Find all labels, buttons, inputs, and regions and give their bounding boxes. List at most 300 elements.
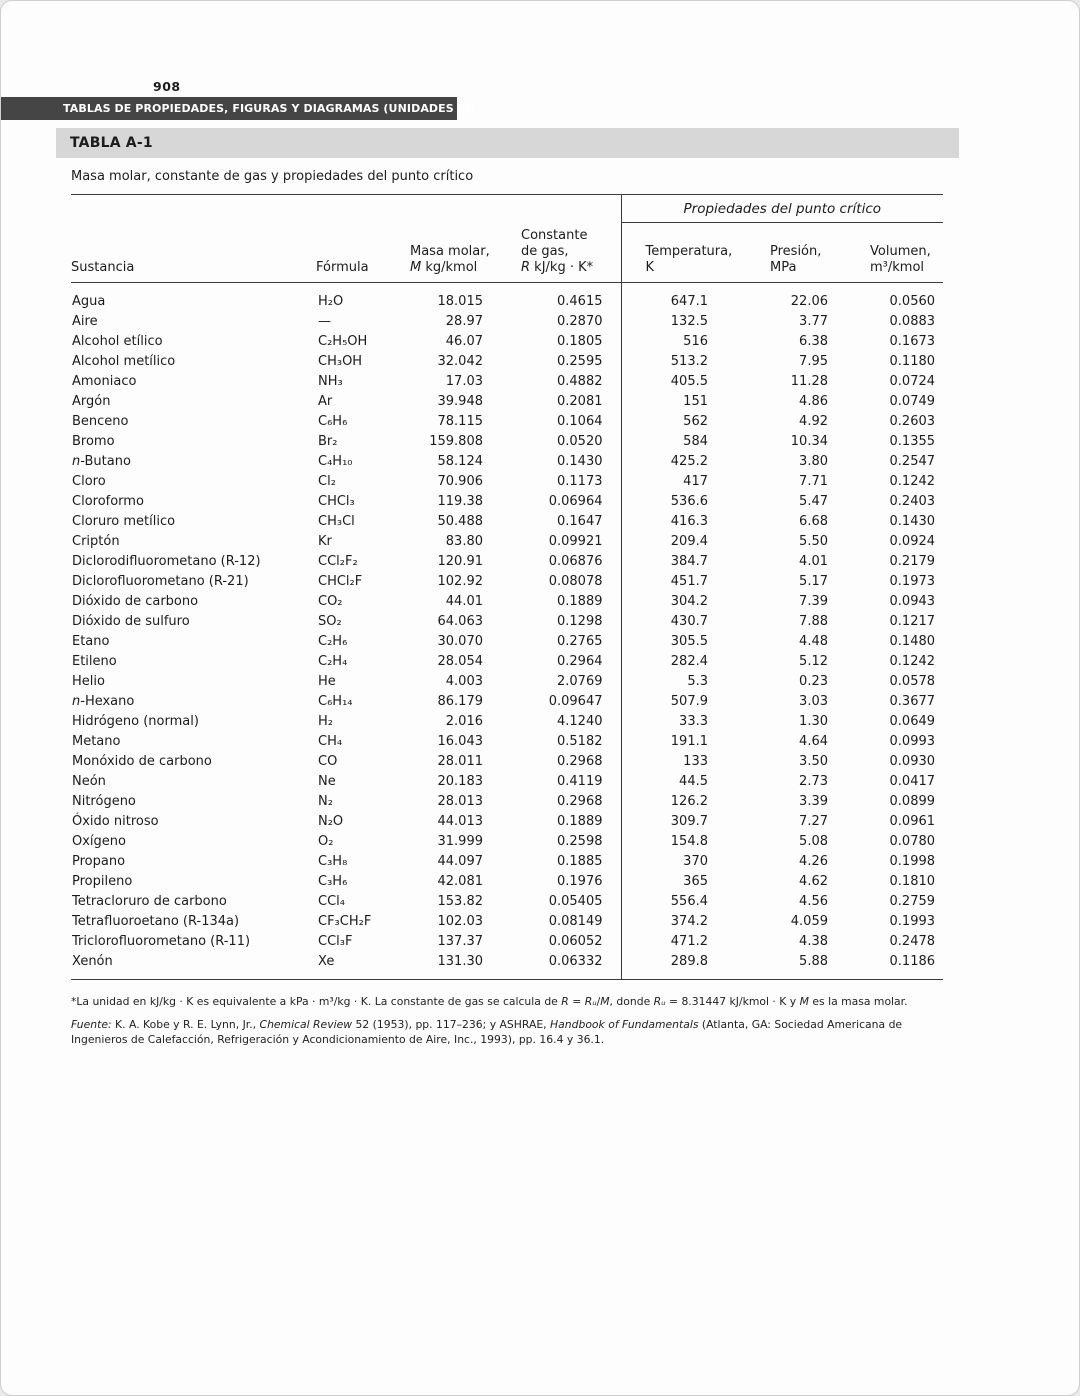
table-row bbox=[71, 852, 943, 872]
cell-temperatura: 451.7 bbox=[621, 572, 736, 592]
cell-masa-molar: 28.97 bbox=[445, 313, 483, 329]
cell-formula: O₂ bbox=[318, 833, 334, 849]
group-header-row bbox=[71, 195, 943, 223]
table-row bbox=[71, 552, 943, 572]
cell-masa-molar: 20.183 bbox=[437, 773, 483, 789]
cell-masa-molar: 119.38 bbox=[437, 493, 483, 509]
cell-constante-gas: 0.06332 bbox=[548, 953, 603, 969]
table-title-bar bbox=[56, 128, 959, 158]
footnote-italic-segment: Rᵤ bbox=[584, 994, 597, 1008]
table-row bbox=[71, 632, 943, 652]
table-row bbox=[71, 372, 943, 392]
cell-sustancia: Tetracloruro de carbono bbox=[72, 893, 227, 909]
cell-formula: CO₂ bbox=[318, 593, 343, 609]
col-header-constante-gas: Constante de gas, R kJ/kg · K* bbox=[501, 223, 621, 283]
cell-sustancia: Alcohol etílico bbox=[72, 333, 163, 349]
cell-volumen: 0.1673 bbox=[889, 333, 936, 349]
cell-volumen: 0.2478 bbox=[889, 933, 936, 949]
footnote-text-segment: / bbox=[596, 994, 601, 1008]
section-header-bar bbox=[1, 97, 476, 120]
cell-constante-gas: 0.1889 bbox=[557, 593, 603, 609]
cell-presion: 5.50 bbox=[799, 533, 828, 549]
cell-masa-molar: 16.043 bbox=[437, 733, 483, 749]
table-row bbox=[71, 592, 943, 612]
cell-constante-gas: 0.1173 bbox=[557, 473, 603, 489]
cell-sustancia: Nitrógeno bbox=[72, 793, 136, 809]
table-row bbox=[71, 572, 943, 592]
cell-formula: Cl₂ bbox=[318, 473, 336, 489]
cell-sustancia: Xenón bbox=[72, 953, 113, 969]
cell-constante-gas: 0.1805 bbox=[557, 333, 603, 349]
table-row bbox=[71, 412, 943, 432]
cell-masa-molar: 44.01 bbox=[445, 593, 483, 609]
col-header-volumen: Volumen, m³/kmol bbox=[856, 223, 943, 283]
cell-presion: 3.80 bbox=[799, 453, 828, 469]
col-header-presion: Presión, MPa bbox=[736, 223, 856, 283]
cell-volumen: 0.2179 bbox=[889, 553, 936, 569]
cell-volumen: 0.1186 bbox=[889, 953, 936, 969]
cell-sustancia: Óxido nitroso bbox=[72, 813, 159, 829]
cell-constante-gas: 0.2968 bbox=[557, 793, 603, 809]
cell-masa-molar: 102.92 bbox=[437, 573, 483, 589]
cell-masa-molar: 44.013 bbox=[437, 813, 483, 829]
cell-volumen: 0.0780 bbox=[889, 833, 936, 849]
cell-constante-gas: 0.2081 bbox=[557, 393, 603, 409]
cell-sustancia: Dióxido de sulfuro bbox=[72, 613, 190, 629]
cell-formula: C₃H₈ bbox=[318, 853, 348, 869]
cell-presion: 4.92 bbox=[799, 413, 828, 429]
footnote-source bbox=[71, 1018, 943, 1047]
table-row bbox=[71, 432, 943, 452]
table-row bbox=[71, 732, 943, 752]
cell-volumen: 0.0649 bbox=[889, 713, 936, 729]
cell-constante-gas: 0.2595 bbox=[557, 353, 603, 369]
cell-formula: CF₃CH₂F bbox=[318, 913, 372, 929]
cell-formula: C₃H₆ bbox=[318, 873, 348, 889]
cell-formula: CCl₂F₂ bbox=[318, 553, 358, 569]
footnote-italic-segment: M bbox=[600, 994, 610, 1008]
cell-volumen: 0.2759 bbox=[889, 893, 936, 909]
cell-masa-molar: 64.063 bbox=[437, 613, 483, 629]
cell-volumen: 0.0749 bbox=[889, 393, 936, 409]
cell-temperatura: 365 bbox=[621, 872, 736, 892]
critical-point-group-header bbox=[621, 195, 943, 223]
cell-constante-gas: 0.09647 bbox=[548, 693, 603, 709]
cell-sustancia: Etano bbox=[72, 633, 110, 649]
cell-volumen: 0.0924 bbox=[889, 533, 936, 549]
cell-temperatura: 282.4 bbox=[621, 652, 736, 672]
cell-volumen: 0.0961 bbox=[889, 813, 936, 829]
cell-sustancia: Cloro bbox=[72, 473, 106, 489]
cell-temperatura: 471.2 bbox=[621, 932, 736, 952]
cell-volumen: 0.0993 bbox=[889, 733, 936, 749]
cell-volumen: 0.0930 bbox=[889, 753, 936, 769]
table-row bbox=[71, 332, 943, 352]
cell-sustancia: Cloruro metílico bbox=[72, 513, 176, 529]
cell-constante-gas: 0.1064 bbox=[557, 413, 603, 429]
footnote-text-segment: es la masa molar. bbox=[808, 994, 908, 1008]
cell-sustancia: Agua bbox=[72, 293, 106, 309]
table-row bbox=[71, 932, 943, 952]
cell-presion: 4.62 bbox=[799, 873, 828, 889]
cell-volumen: 0.0578 bbox=[889, 673, 936, 689]
cell-temperatura: 132.5 bbox=[621, 312, 736, 332]
cell-presion: 0.23 bbox=[799, 673, 828, 689]
cell-constante-gas: 0.1885 bbox=[557, 853, 603, 869]
table-row bbox=[71, 892, 943, 912]
table-row bbox=[71, 452, 943, 472]
cell-masa-molar: 28.011 bbox=[437, 753, 483, 769]
cell-temperatura: 191.1 bbox=[621, 732, 736, 752]
cell-temperatura: 374.2 bbox=[621, 912, 736, 932]
cell-volumen: 0.1430 bbox=[889, 513, 936, 529]
properties-table bbox=[71, 194, 943, 980]
cell-constante-gas: 0.09921 bbox=[548, 533, 603, 549]
cell-formula: C₂H₆ bbox=[318, 633, 348, 649]
cell-temperatura: 405.5 bbox=[621, 372, 736, 392]
cell-masa-molar: 2.016 bbox=[445, 713, 483, 729]
cell-constante-gas: 0.4119 bbox=[557, 773, 603, 789]
cell-masa-molar: 83.80 bbox=[445, 533, 483, 549]
cell-temperatura: 647.1 bbox=[621, 282, 736, 312]
cell-presion: 4.64 bbox=[799, 733, 828, 749]
cell-volumen: 0.0560 bbox=[889, 293, 936, 309]
cell-volumen: 0.2603 bbox=[889, 413, 936, 429]
cell-formula: Ne bbox=[318, 773, 336, 789]
table-row bbox=[71, 792, 943, 812]
cell-masa-molar: 30.070 bbox=[437, 633, 483, 649]
footnote-text-segment: (Atlanta, GA: Sociedad Americana de Ingenieros de Calefacción, Refrigeración y Acondicionamiento de Aire, Inc., 1993), pp. 16.4 y 36.1. bbox=[71, 1018, 903, 1046]
cell-presion: 7.71 bbox=[799, 473, 828, 489]
cell-formula: C₆H₆ bbox=[318, 413, 348, 429]
footnote-italic-segment: Handbook of Fundamentals bbox=[550, 1018, 699, 1031]
cell-presion: 10.34 bbox=[790, 433, 828, 449]
table-subtitle: Masa molar, constante de gas y propiedades del punto crítico bbox=[71, 169, 474, 184]
cell-presion: 5.08 bbox=[799, 833, 828, 849]
cell-formula: NH₃ bbox=[318, 373, 343, 389]
cell-constante-gas: 0.1298 bbox=[557, 613, 603, 629]
cell-sustancia: Cloroformo bbox=[72, 493, 144, 509]
cell-temperatura: 513.2 bbox=[621, 352, 736, 372]
cell-constante-gas: 0.06964 bbox=[548, 493, 603, 509]
cell-presion: 7.39 bbox=[799, 593, 828, 609]
footnote-text-segment: 52 (1953), pp. 117–236; y ASHRAE, bbox=[352, 1018, 551, 1031]
cell-constante-gas: 0.1976 bbox=[557, 873, 603, 889]
italic-prefix: n bbox=[72, 453, 81, 469]
italic-prefix: n bbox=[72, 693, 81, 709]
cell-sustancia: Diclorodifluorometano (R-12) bbox=[72, 553, 261, 569]
cell-temperatura: 516 bbox=[621, 332, 736, 352]
cell-sustancia: Metano bbox=[72, 733, 121, 749]
cell-temperatura: 584 bbox=[621, 432, 736, 452]
cell-volumen: 0.1480 bbox=[889, 633, 936, 649]
cell-masa-molar: 153.82 bbox=[437, 893, 483, 909]
cell-constante-gas: 0.2765 bbox=[557, 633, 603, 649]
cell-sustancia: Alcohol metílico bbox=[72, 353, 176, 369]
cell-masa-molar: 78.115 bbox=[437, 413, 483, 429]
cell-presion: 5.88 bbox=[799, 953, 828, 969]
footnote-italic-segment: Rᵤ bbox=[653, 994, 666, 1008]
cell-sustancia: Propileno bbox=[72, 873, 133, 889]
col-header-temperatura: Temperatura, K bbox=[621, 223, 736, 283]
cell-presion: 5.47 bbox=[799, 493, 828, 509]
cell-sustancia: Diclorofluorometano (R-21) bbox=[72, 573, 249, 589]
cell-sustancia: Monóxido de carbono bbox=[72, 753, 212, 769]
cell-masa-molar: 159.808 bbox=[429, 433, 483, 449]
cell-volumen: 0.0724 bbox=[889, 373, 936, 389]
cell-sustancia: Triclorofluorometano (R-11) bbox=[72, 933, 251, 949]
cell-masa-molar: 58.124 bbox=[437, 453, 483, 469]
cell-formula: CCl₄ bbox=[318, 893, 345, 909]
table-row bbox=[71, 952, 943, 980]
footnote-text-segment: K. A. Kobe y R. E. Lynn, Jr., bbox=[111, 1018, 260, 1031]
cell-masa-molar: 44.097 bbox=[437, 853, 483, 869]
footnote-text-segment: , donde bbox=[609, 994, 654, 1008]
table-row bbox=[71, 612, 943, 632]
cell-presion: 7.88 bbox=[799, 613, 828, 629]
table-row bbox=[71, 832, 943, 852]
cell-presion: 4.86 bbox=[799, 393, 828, 409]
cell-volumen: 0.1973 bbox=[889, 573, 936, 589]
cell-formula: CH₄ bbox=[318, 733, 343, 749]
cell-sustancia: Benceno bbox=[72, 413, 129, 429]
cell-temperatura: 5.3 bbox=[621, 672, 736, 692]
table-row bbox=[71, 392, 943, 412]
cell-constante-gas: 0.2964 bbox=[557, 653, 603, 669]
cell-presion: 3.39 bbox=[799, 793, 828, 809]
cell-volumen: 0.1998 bbox=[889, 853, 936, 869]
cell-temperatura: 536.6 bbox=[621, 492, 736, 512]
cell-sustancia: Etileno bbox=[72, 653, 117, 669]
cell-temperatura: 304.2 bbox=[621, 592, 736, 612]
cell-temperatura: 305.5 bbox=[621, 632, 736, 652]
cell-temperatura: 126.2 bbox=[621, 792, 736, 812]
cell-sustancia: Neón bbox=[72, 773, 106, 789]
footnote-italic-segment: Fuente: bbox=[71, 1018, 112, 1031]
cell-sustancia: Argón bbox=[72, 393, 111, 409]
cell-temperatura: 425.2 bbox=[621, 452, 736, 472]
footnote-text-segment: = 8.31447 kJ/kmol · K y bbox=[665, 994, 800, 1008]
cell-volumen: 0.3677 bbox=[889, 693, 936, 709]
cell-volumen: 0.1993 bbox=[889, 913, 936, 929]
cell-formula: SO₂ bbox=[318, 613, 342, 629]
table-row bbox=[71, 812, 943, 832]
cell-formula: H₂ bbox=[318, 713, 333, 729]
cell-sustancia: Amoniaco bbox=[72, 373, 137, 389]
cell-presion: 5.12 bbox=[799, 653, 828, 669]
table-row bbox=[71, 692, 943, 712]
table-row bbox=[71, 352, 943, 372]
cell-temperatura: 562 bbox=[621, 412, 736, 432]
cell-presion: 2.73 bbox=[799, 773, 828, 789]
cell-constante-gas: 2.0769 bbox=[557, 673, 603, 689]
cell-presion: 11.28 bbox=[790, 373, 828, 389]
cell-volumen: 0.0883 bbox=[889, 313, 936, 329]
table-row bbox=[71, 912, 943, 932]
cell-sustancia: Tetrafluoroetano (R-134a) bbox=[72, 913, 240, 929]
cell-sustancia: n-Hexano bbox=[72, 693, 135, 709]
footnote-italic-segment: M bbox=[799, 994, 809, 1008]
cell-constante-gas: 0.06876 bbox=[548, 553, 603, 569]
cell-constante-gas: 0.05405 bbox=[548, 893, 603, 909]
footnote-unit bbox=[71, 995, 943, 1010]
cell-presion: 7.95 bbox=[799, 353, 828, 369]
cell-formula: He bbox=[318, 673, 336, 689]
cell-sustancia: n-Butano bbox=[72, 453, 131, 469]
cell-formula: CH₃Cl bbox=[318, 513, 355, 529]
footnote-text-segment: = bbox=[568, 994, 585, 1008]
cell-constante-gas: 0.2870 bbox=[557, 313, 603, 329]
cell-sustancia: Propano bbox=[72, 853, 126, 869]
cell-temperatura: 309.7 bbox=[621, 812, 736, 832]
section-header-text: TABLAS DE PROPIEDADES, FIGURAS Y DIAGRAMAS (UNIDADES SI) bbox=[63, 102, 476, 115]
cell-volumen: 0.1355 bbox=[889, 433, 936, 449]
cell-masa-molar: 131.30 bbox=[437, 953, 483, 969]
cell-masa-molar: 137.37 bbox=[437, 933, 483, 949]
cell-volumen: 0.0417 bbox=[889, 773, 936, 789]
cell-constante-gas: 0.08078 bbox=[548, 573, 603, 589]
cell-temperatura: 370 bbox=[621, 852, 736, 872]
table-row bbox=[71, 532, 943, 552]
cell-formula: CCl₃F bbox=[318, 933, 353, 949]
cell-masa-molar: 32.042 bbox=[437, 353, 483, 369]
cell-temperatura: 33.3 bbox=[621, 712, 736, 732]
cell-presion: 4.01 bbox=[799, 553, 828, 569]
cell-constante-gas: 4.1240 bbox=[557, 713, 603, 729]
column-header-row bbox=[71, 223, 943, 283]
cell-formula: Xe bbox=[318, 953, 335, 969]
footnote-italic-segment: R bbox=[561, 994, 569, 1008]
cell-temperatura: 133 bbox=[621, 752, 736, 772]
cell-sustancia: Dióxido de carbono bbox=[72, 593, 199, 609]
group-header-label: Propiedades del punto crítico bbox=[683, 201, 882, 217]
cell-sustancia: Hidrógeno (normal) bbox=[72, 713, 199, 729]
cell-volumen: 0.1242 bbox=[889, 473, 936, 489]
cell-formula: H₂O bbox=[318, 293, 344, 309]
cell-constante-gas: 0.2968 bbox=[557, 753, 603, 769]
cell-masa-molar: 46.07 bbox=[445, 333, 483, 349]
cell-presion: 4.56 bbox=[799, 893, 828, 909]
cell-constante-gas: 0.5182 bbox=[557, 733, 603, 749]
cell-presion: 6.38 bbox=[799, 333, 828, 349]
cell-formula: Kr bbox=[318, 533, 332, 549]
table-row bbox=[71, 672, 943, 692]
cell-formula: CHCl₃ bbox=[318, 493, 355, 509]
table-body bbox=[71, 282, 943, 979]
cell-temperatura: 209.4 bbox=[621, 532, 736, 552]
group-header-spacer bbox=[71, 195, 621, 223]
footnotes bbox=[71, 995, 943, 1048]
cell-masa-molar: 86.179 bbox=[437, 693, 483, 709]
cell-volumen: 0.1242 bbox=[889, 653, 936, 669]
footnote-text-segment: *La unidad en kJ/kg · K es equivalente a kPa · m³/kg · K. La constante de gas se calcula de bbox=[71, 994, 562, 1008]
cell-sustancia: Oxígeno bbox=[72, 833, 126, 849]
table-row bbox=[71, 652, 943, 672]
cell-masa-molar: 102.03 bbox=[437, 913, 483, 929]
cell-formula: N₂ bbox=[318, 793, 333, 809]
cell-formula: Br₂ bbox=[318, 433, 338, 449]
table-row bbox=[71, 872, 943, 892]
page-number: 908 bbox=[153, 79, 181, 94]
cell-temperatura: 430.7 bbox=[621, 612, 736, 632]
cell-volumen: 0.0899 bbox=[889, 793, 936, 809]
cell-temperatura: 417 bbox=[621, 472, 736, 492]
cell-presion: 7.27 bbox=[799, 813, 828, 829]
table-row bbox=[71, 712, 943, 732]
col-header-formula: Fórmula bbox=[316, 223, 408, 283]
table-row bbox=[71, 772, 943, 792]
cell-volumen: 0.1810 bbox=[889, 873, 936, 889]
cell-presion: 4.26 bbox=[799, 853, 828, 869]
cell-masa-molar: 70.906 bbox=[437, 473, 483, 489]
cell-presion: 6.68 bbox=[799, 513, 828, 529]
table-row bbox=[71, 752, 943, 772]
cell-sustancia: Bromo bbox=[72, 433, 115, 449]
table-row bbox=[71, 472, 943, 492]
cell-constante-gas: 0.1889 bbox=[557, 813, 603, 829]
cell-formula: C₂H₄ bbox=[318, 653, 348, 669]
table-row bbox=[71, 312, 943, 332]
cell-temperatura: 154.8 bbox=[621, 832, 736, 852]
cell-masa-molar: 4.003 bbox=[445, 673, 483, 689]
cell-presion: 22.06 bbox=[790, 293, 828, 309]
cell-temperatura: 416.3 bbox=[621, 512, 736, 532]
cell-masa-molar: 120.91 bbox=[437, 553, 483, 569]
cell-temperatura: 384.7 bbox=[621, 552, 736, 572]
cell-formula: Ar bbox=[318, 393, 333, 409]
cell-temperatura: 44.5 bbox=[621, 772, 736, 792]
cell-volumen: 0.2403 bbox=[889, 493, 936, 509]
cell-formula: CHCl₂F bbox=[318, 573, 363, 589]
col-header-sustancia: Sustancia bbox=[71, 223, 316, 283]
cell-formula: C₆H₁₄ bbox=[318, 693, 353, 709]
cell-masa-molar: 18.015 bbox=[437, 293, 483, 309]
cell-presion: 3.77 bbox=[799, 313, 828, 329]
cell-constante-gas: 0.06052 bbox=[548, 933, 603, 949]
cell-formula: — bbox=[318, 313, 331, 329]
cell-formula: C₂H₅OH bbox=[318, 333, 368, 349]
cell-formula: N₂O bbox=[318, 813, 344, 829]
cell-masa-molar: 50.488 bbox=[437, 513, 483, 529]
cell-constante-gas: 0.2598 bbox=[557, 833, 603, 849]
cell-formula: CH₃OH bbox=[318, 353, 363, 369]
col-header-masa-molar: Masa molar, M kg/kmol bbox=[408, 223, 501, 283]
cell-constante-gas: 0.1647 bbox=[557, 513, 603, 529]
cell-presion: 4.38 bbox=[799, 933, 828, 949]
cell-sustancia: Aire bbox=[72, 313, 98, 329]
cell-temperatura: 289.8 bbox=[621, 952, 736, 980]
cell-volumen: 0.1180 bbox=[889, 353, 936, 369]
cell-temperatura: 507.9 bbox=[621, 692, 736, 712]
table-title: TABLA A-1 bbox=[70, 135, 153, 151]
page-content bbox=[71, 169, 943, 1056]
cell-temperatura: 556.4 bbox=[621, 892, 736, 912]
cell-constante-gas: 0.1430 bbox=[557, 453, 603, 469]
cell-presion: 4.48 bbox=[799, 633, 828, 649]
cell-masa-molar: 28.013 bbox=[437, 793, 483, 809]
cell-masa-molar: 28.054 bbox=[437, 653, 483, 669]
cell-volumen: 0.1217 bbox=[889, 613, 936, 629]
table-row bbox=[71, 282, 943, 312]
footnote-italic-segment: Chemical Review bbox=[259, 1018, 353, 1031]
cell-presion: 3.03 bbox=[799, 693, 828, 709]
cell-constante-gas: 0.0520 bbox=[557, 433, 603, 449]
cell-sustancia: Criptón bbox=[72, 533, 120, 549]
cell-constante-gas: 0.4882 bbox=[557, 373, 603, 389]
table-row bbox=[71, 512, 943, 532]
cell-masa-molar: 42.081 bbox=[437, 873, 483, 889]
cell-presion: 5.17 bbox=[799, 573, 828, 589]
